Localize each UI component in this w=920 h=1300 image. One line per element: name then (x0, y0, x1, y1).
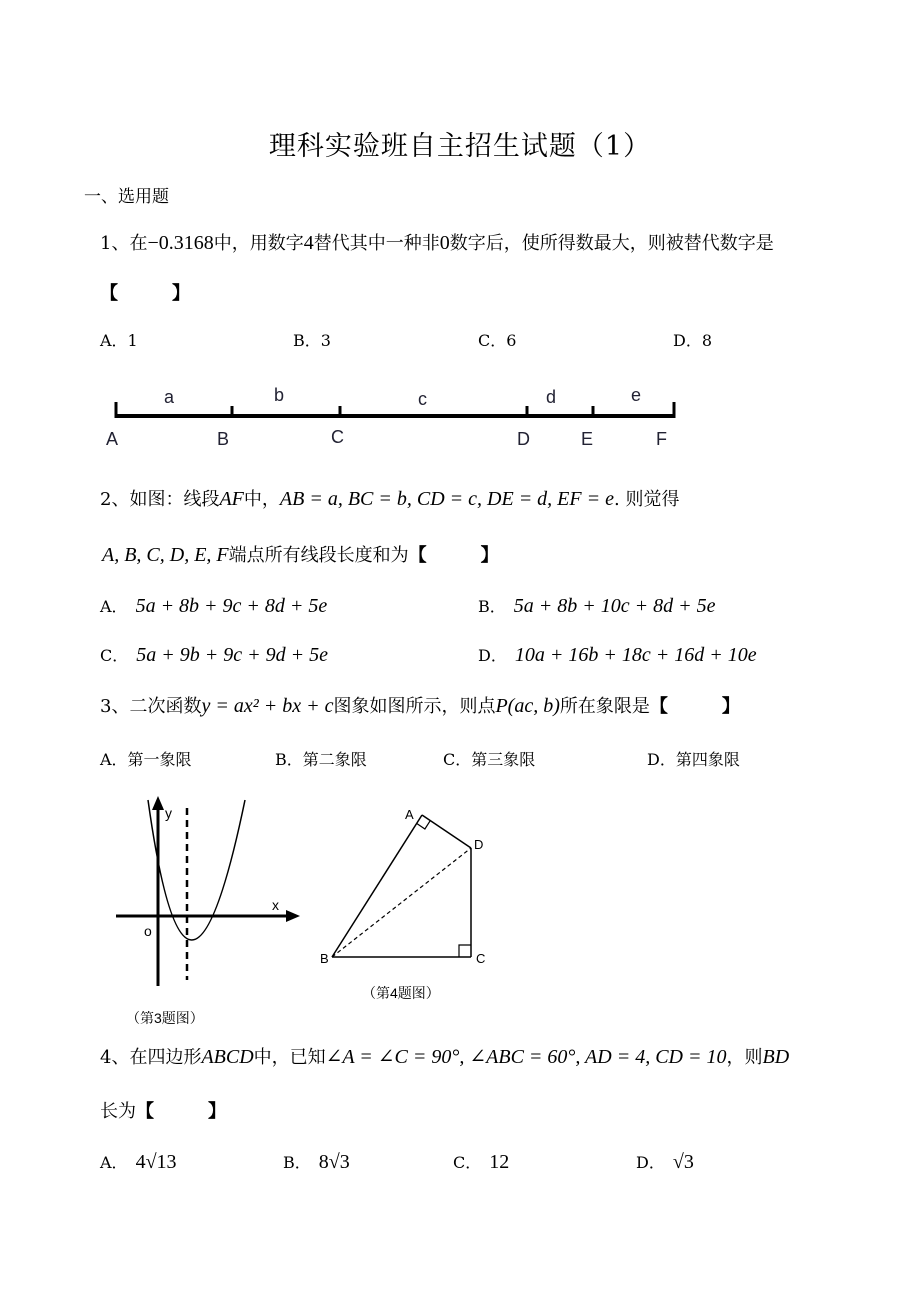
q1-option-d: D．8 (673, 331, 713, 350)
question-2-text (100, 485, 679, 511)
segment-label-e: e (631, 385, 642, 405)
q2-option-a-expr: 5a + 8b + 9c + 8d + 5e (135, 595, 328, 617)
q4-option-c-letter: C． (453, 1153, 482, 1172)
figure-4-quadrilateral (310, 800, 510, 1010)
vertex-label-a: A (405, 807, 414, 822)
parabola-curve (148, 800, 245, 940)
page-title: 理科实验班自主招生试题（1） (268, 131, 652, 162)
q4-option-c (453, 1150, 509, 1174)
q2-option-c (100, 643, 328, 667)
segment-label-b: b (274, 385, 285, 405)
q4-condition: ∠A = ∠C = 90°, ∠ABC = 60°, AD = 4, CD = 10 (325, 1046, 727, 1068)
q4-option-b (283, 1150, 350, 1174)
diagonal-bd (332, 848, 471, 957)
q4-answer-bracket: 【 】 (136, 1101, 226, 1122)
point-label-a: A (106, 429, 119, 449)
q2-option-a (100, 594, 327, 618)
q2-line2-text: 端点所有线段长度和为 (228, 545, 409, 566)
q1-answer-bracket: 【 】 (100, 283, 190, 304)
q1-option-b: B．3 (293, 331, 331, 350)
q2-option-a-letter: A． (100, 597, 128, 616)
point-label-e: E (581, 429, 594, 449)
q4-option-a (100, 1150, 177, 1174)
q3-point: P(ac, b) (495, 695, 560, 717)
point-label-b: B (217, 429, 230, 449)
q3-suffix: 所在象限是 (559, 696, 650, 717)
right-angle-mark-a (417, 821, 431, 829)
question-1-text (100, 229, 774, 255)
segment-label-d: d (546, 387, 557, 407)
q1-prefix: 1、在 (100, 233, 148, 254)
point-label-f: F (656, 429, 667, 449)
q3-function: y = ax² + bx + c (201, 695, 334, 717)
q2-option-b-letter: B． (478, 597, 506, 616)
q4-option-d-expr: √3 (672, 1151, 694, 1173)
q2-points: A, B, C, D, E, F (102, 544, 229, 566)
q4-suffix: ，则 (726, 1047, 763, 1068)
q4-mid: 中，已知 (253, 1047, 326, 1068)
vertex-label-c: C (476, 951, 486, 966)
q3-option-c: C．第三象限 (443, 750, 536, 769)
q4-option-d-letter: D． (636, 1153, 665, 1172)
q4-quad: ABCD (201, 1046, 254, 1068)
q1-digit-4: 4 (303, 232, 314, 254)
figure-3-caption: （第3题图） (126, 1010, 204, 1026)
q1-option-a: A．1 (100, 331, 138, 350)
q2-option-b-expr: 5a + 8b + 10c + 8d + 5e (513, 595, 716, 617)
q2-option-d-letter: D． (478, 646, 507, 665)
q4-line2: 长为 (100, 1101, 136, 1122)
question-4-line2 (100, 1097, 226, 1123)
q3-option-b: B．第二象限 (275, 750, 367, 769)
q4-bd: BD (762, 1046, 790, 1068)
side-ad (422, 815, 471, 848)
q3-option-d: D．第四象限 (647, 750, 740, 769)
segment-figure (100, 378, 700, 454)
y-axis-arrow (152, 796, 164, 810)
point-label-d: D (517, 429, 530, 449)
x-axis-label: x (272, 897, 279, 913)
vertex-label-b: B (320, 951, 329, 966)
q4-option-a-expr: 4√13 (135, 1151, 177, 1173)
q4-option-a-letter: A． (100, 1153, 128, 1172)
q3-answer-bracket: 【 】 (649, 696, 740, 717)
figure-4-caption: （第4题图） (362, 985, 440, 1001)
q4-option-b-expr: 8√3 (318, 1151, 350, 1173)
q2-option-c-expr: 5a + 9b + 9c + 9d + 5e (136, 644, 328, 666)
segment-label-a: a (164, 387, 175, 407)
section-heading: 一、选用题 (84, 187, 169, 207)
q2-answer-bracket: 【 】 (408, 545, 499, 566)
origin-label: o (144, 923, 152, 939)
q1-option-c: C．6 (478, 331, 517, 350)
segment-label-c: c (418, 389, 427, 409)
q4-option-c-expr: 12 (489, 1151, 510, 1173)
q2-prefix: 2、如图：线段 (100, 489, 220, 510)
question-3-text (100, 692, 740, 718)
q1-text-b: 替代其中一种非 (313, 233, 440, 254)
q4-prefix: 4、在四边形 (100, 1047, 202, 1068)
point-label-c: C (331, 427, 344, 447)
q2-segment: AF (219, 488, 244, 510)
q3-option-a: A．第一象限 (100, 750, 192, 769)
figure-3-parabola (110, 790, 310, 1030)
x-axis-arrow (286, 910, 300, 922)
question-4-text (100, 1043, 789, 1069)
q3-mid: 图象如图所示，则点 (333, 696, 496, 717)
q1-text-a: 中，用数字 (213, 233, 304, 254)
y-axis-label: y (165, 805, 172, 821)
q2-option-d (478, 643, 757, 667)
q4-option-d (636, 1150, 694, 1174)
q2-suffix: . 则觉得 (614, 489, 680, 510)
q1-number: −0.3168 (147, 232, 214, 254)
right-angle-mark-c (459, 945, 471, 957)
vertex-label-d: D (474, 837, 484, 852)
q2-option-c-letter: C． (100, 646, 129, 665)
question-2-line2 (102, 541, 499, 567)
q2-equation: AB = a, BC = b, CD = c, DE = d, EF = e (279, 488, 614, 510)
q4-option-b-letter: B． (283, 1153, 311, 1172)
q1-text-c: 数字后，使所得数最大，则被替代数字是 (449, 233, 774, 254)
q3-prefix: 3、二次函数 (100, 696, 202, 717)
q2-mid: 中， (243, 489, 280, 510)
q1-digit-0: 0 (439, 232, 450, 254)
q2-option-d-expr: 10a + 16b + 18c + 16d + 10e (514, 644, 757, 666)
side-ab (332, 815, 422, 957)
q2-option-b (478, 594, 716, 618)
